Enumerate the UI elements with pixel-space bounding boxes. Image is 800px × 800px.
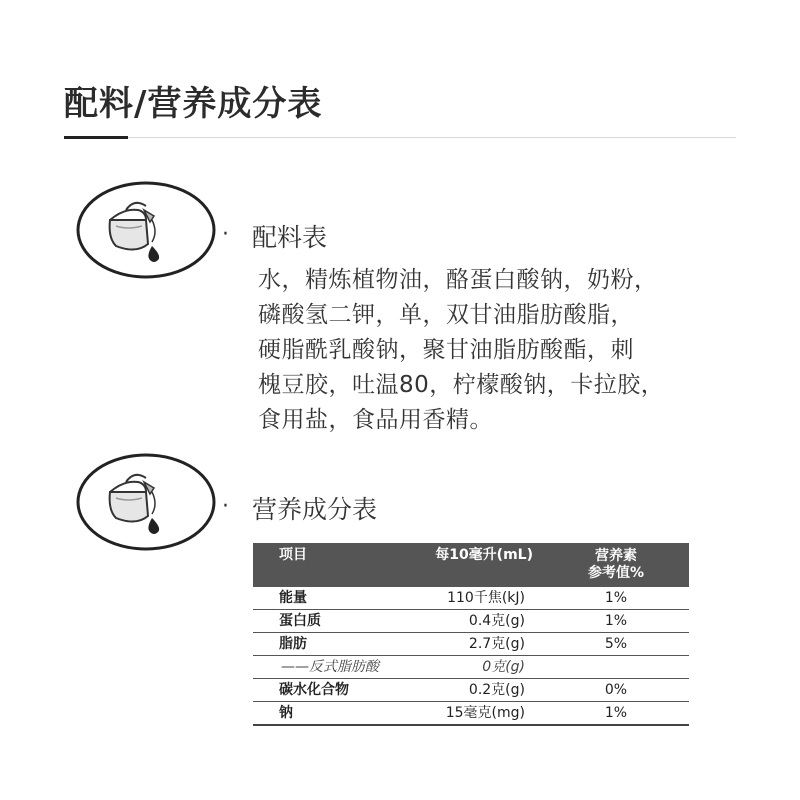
row-value: 0.2克(g): [393, 679, 543, 702]
title-divider: [64, 137, 736, 138]
row-item: 碳水化合物: [253, 679, 393, 702]
ingredients-heading: 配料表: [252, 223, 328, 252]
nutrition-heading: 营养成分表: [252, 495, 378, 524]
ingredients-line: 食用盐，食品用香精。: [258, 407, 493, 433]
row-value: 110千焦(kJ): [393, 587, 543, 610]
bullet-dot: ·: [222, 494, 229, 519]
row-value: 15毫克(mg): [393, 702, 543, 726]
page-title: 配料/营养成分表: [64, 84, 323, 124]
row-value: 0.4克(g): [393, 610, 543, 633]
ingredients-line: 磷酸氢二钾，单，双甘油脂肪酸脂，: [258, 302, 634, 328]
ingredients-line: 槐豆胶，吐温80，柠檬酸钠，卡拉胶，: [258, 372, 665, 398]
row-nrv: 1%: [543, 610, 689, 633]
row-value: 2.7克(g): [393, 633, 543, 656]
table-row: [253, 679, 689, 702]
header-item: 项目: [253, 543, 393, 587]
pouring-jug-icon: [76, 452, 216, 552]
nutrition-table: [253, 543, 689, 726]
pouring-jug-icon: [76, 180, 216, 280]
row-nrv: 0%: [543, 679, 689, 702]
table-row: [253, 610, 689, 633]
row-item: 蛋白质: [253, 610, 393, 633]
row-nrv: 5%: [543, 633, 689, 656]
header-nrv: [543, 543, 689, 587]
table-row: [253, 656, 689, 679]
table-row: [253, 702, 689, 726]
header-nrv-line1: 营养素: [595, 548, 637, 564]
ingredients-line: 水，精炼植物油，酪蛋白酸钠，奶粉，: [258, 267, 658, 293]
table-row: [253, 633, 689, 656]
header-nrv-line2: 参考值%: [587, 565, 645, 581]
row-nrv: [543, 656, 689, 679]
row-nrv: 1%: [543, 587, 689, 610]
row-item: ——反式脂肪酸: [253, 656, 393, 679]
title-underline-accent: [64, 136, 128, 139]
header-per-10ml: 每10毫升(mL): [393, 543, 543, 587]
bullet-dot: ·: [222, 222, 229, 247]
ingredients-text: [258, 263, 743, 438]
row-value: 0克(g): [393, 656, 543, 679]
row-nrv: 1%: [543, 702, 689, 726]
table-header-row: [253, 543, 689, 587]
row-item: 钠: [253, 702, 393, 726]
table-row: [253, 587, 689, 610]
row-item: 能量: [253, 587, 393, 610]
ingredients-line: 硬脂酰乳酸钠，聚甘油脂肪酸酯，刺: [258, 337, 634, 363]
row-item: 脂肪: [253, 633, 393, 656]
